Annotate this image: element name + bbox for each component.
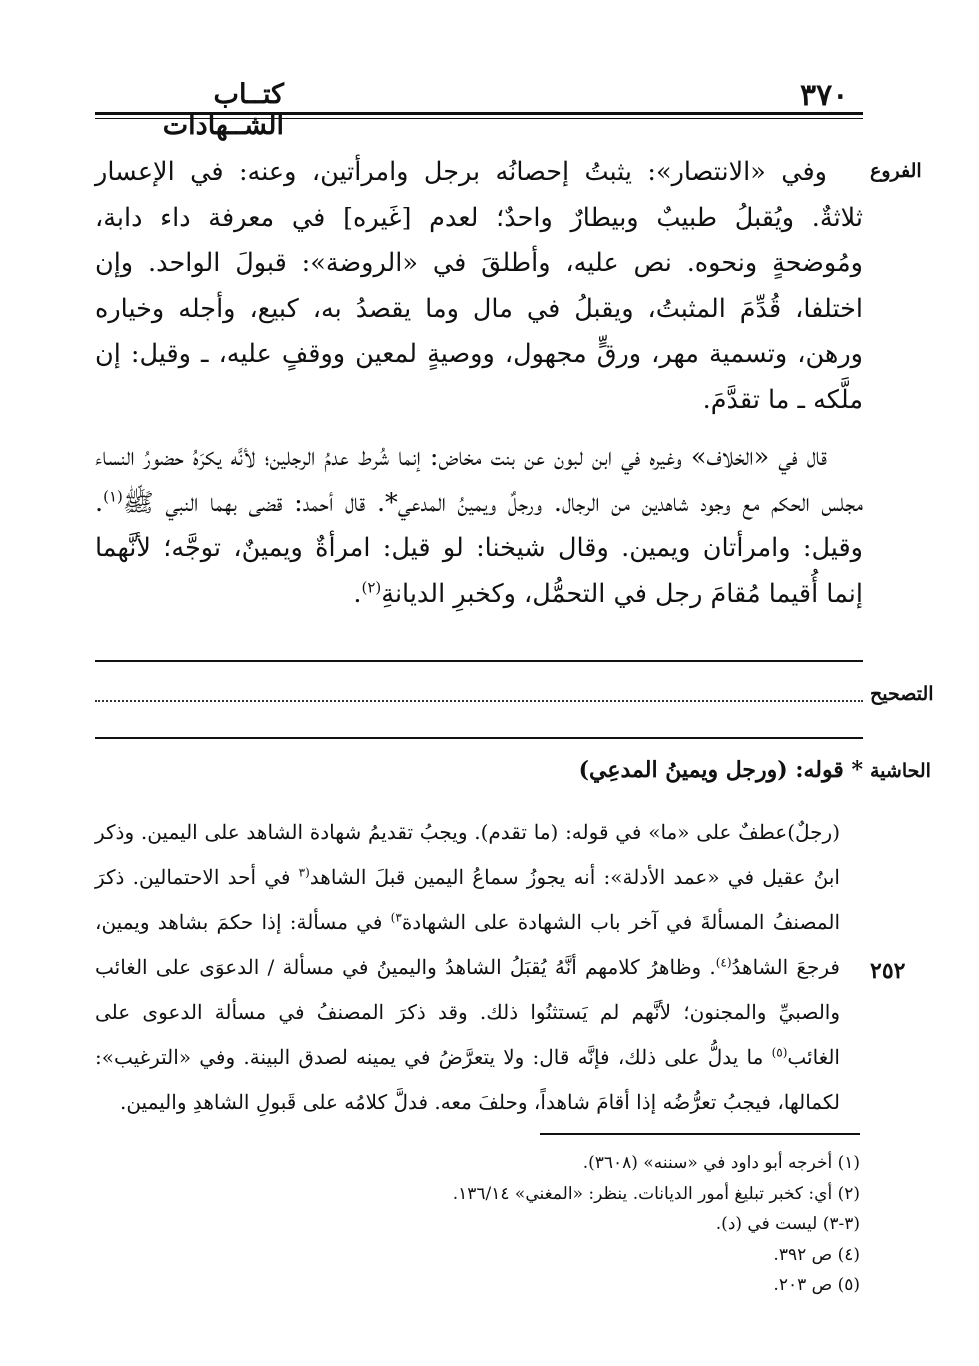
hashiya-text-5: ما يدلُّ على ذلك، فإنَّه قال: ولا يتعرَّضُ في يمينه لصدق البينة. وفي «الترغيب»: لكمالها، فيجبُ تعرُّضُه إذا أقامَ شاهداً، وحلفَ معه. فدلَّ كلامُه على قَبولِ الشاهدِ واليمين. xyxy=(95,1045,840,1114)
footnote-ref-2[interactable]: (٢) xyxy=(361,578,382,596)
section-divider xyxy=(95,660,863,662)
header-rule-thin xyxy=(95,118,863,119)
tashih-dotted-line xyxy=(95,700,863,702)
footnote-ref-4[interactable]: (٤) xyxy=(715,955,732,970)
main-paragraph-2-text-c: . xyxy=(353,578,362,609)
hashiya-heading: * قوله: (ورجل ويمينُ المدعِي) xyxy=(578,757,863,783)
footnote-item: (٣-٣) ليست في (د). xyxy=(715,1214,860,1234)
running-title: كتــاب الشــهادات xyxy=(162,79,284,141)
footnote-item: (٥) ص ٢٠٣. xyxy=(773,1275,860,1295)
hashiya-text-3: في مسألة: إذا حكمَ بشاهد ويمين، فرجعَ الشاهدُ xyxy=(95,910,840,979)
main-paragraph-1: وفي «الانتصار»: يثبتُ إحصانُه برجل وامرأتين، وعنه: في الإعسار ثلاثةٌ. ويُقبلُ طبيبٌ وبيطارٌ واحدٌ؛ لعدم [غَيره] في معرفة داء دابة، ومُوضحةٍ ونحوه. نص عليه، وأطلقَ في «الروضة»: قبولَ الواحد. وإن اختلفا، قُدِّمَ المثبتُ، ويقبلُ في مال وما يقصدُ به، كبيع، وأجله وخياره ورهن، وتسمية مهر، ورقٍّ مجهول، ووصيةٍ لمعين ووقفٍ عليه، ـ وقيل: إن ملَّكه ـ ما تقدَّمَ. xyxy=(95,157,863,415)
footnote-divider xyxy=(540,1133,860,1135)
hashiya-text-4: . وظاهرُ كلامهم أنَّهُ يُقبَلُ الشاهدُ واليمينُ في مسألة / الدعوَى على الغائب والصبيِّ والمجنون؛ لأنَّهم لم يَستثنُوا ذلك. وقد ذكرَ المصنفُ في مسألة الدعوى على الغائب xyxy=(95,955,840,1069)
side-label-tashih: التصحيح xyxy=(870,683,934,705)
footnote-item: (٤) ص ٣٩٢. xyxy=(773,1244,860,1265)
footnote-ref-3-close[interactable]: ٣) xyxy=(390,910,402,925)
footnote-item: (١) أخرجه أبو داود في «سننه» (٣٦٠٨). xyxy=(582,1153,860,1173)
header-rule xyxy=(95,112,863,115)
side-label-hashiya: الحاشية xyxy=(870,760,931,782)
main-paragraph-2-text-a: قال في «الخلاف» وغيره في ابن لبون عن بنت مخاض: إنما شُرط عدمُ الرجلين؛ لأنَّه يكرَهُ حضورُ النساء مجلس الحكم مع وجود شاهدين من الرجال. ورجلٌ ويمينُ المدعي*. قال أحمد: قضى بهما النبي ﷺ xyxy=(95,442,863,518)
side-label-furu: الفروع xyxy=(870,160,922,182)
page-number: ٣٧٠ xyxy=(800,78,849,113)
hashiya-text-2: في أحد الاحتمالين. ذكرَ المصنفُ المسألةَ في آخر باب الشهادة على الشهادة xyxy=(95,865,841,934)
section-divider-2 xyxy=(95,737,863,739)
footnote-item: (٢) أي: كخبر تبليغ أمور الديانات. ينظر: «المغني» ١٣٦/١٤. xyxy=(452,1183,860,1204)
main-paragraph-2-text-b: . وقيل: وامرأتان ويمين. وقال شيخنا: لو قيل: امرأةٌ ويمينٌ، توجَّه؛ لأنَّهما إنما أُقيما مُقامَ رجل في التحمُّل، وكخبرِ الديانةِ xyxy=(95,487,863,609)
footnote-ref-5[interactable]: (٥) xyxy=(771,1045,788,1060)
footnote-ref-1[interactable]: (١) xyxy=(103,487,123,505)
main-text xyxy=(95,150,863,617)
footnotes xyxy=(300,1148,860,1301)
hashiya-text-1: (رجلٌ)عطفٌ على «ما» في قوله: (ما تقدم). ويجبُ تقديمُ شهادة الشاهد على اليمين. وذكر ابنُ عقيل في «عمد الأدلة»: أنه يجوزُ سماعُ اليمين قبلَ الشاهد xyxy=(95,820,840,889)
footnote-ref-3-open[interactable]: (٣ xyxy=(298,865,310,880)
margin-page-number: ٢٥٢ xyxy=(870,958,906,984)
hashiya-text xyxy=(95,810,840,1125)
main-paragraph-2 xyxy=(95,435,863,617)
